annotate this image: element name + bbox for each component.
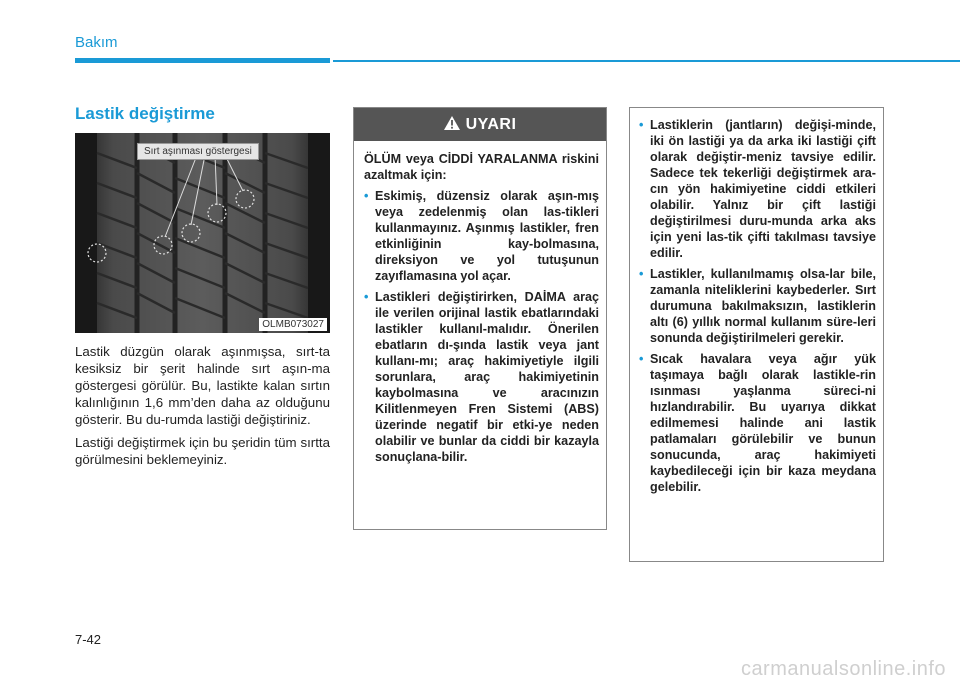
header-rule-thick xyxy=(75,58,330,63)
continued-warning-box xyxy=(629,107,884,562)
figure-callout-label: Sırt aşınması göstergesi xyxy=(137,143,259,160)
warning-triangle-icon xyxy=(444,116,460,134)
warning-list xyxy=(364,188,599,465)
section-title: Bakım xyxy=(75,34,118,51)
page-number: 7-42 xyxy=(75,632,102,647)
continued-list xyxy=(639,117,876,495)
bullet-dot-icon: • xyxy=(639,352,644,366)
article-paragraph: Lastik düzgün olarak aşınmışsa, sırt-ta kesiksiz bir şerit halinde sırt aşın-ma göstergesi görülür. Bu, lastikte kalan sırtın kalınlığının 1,6 mm’den daha az olduğunu gösterir. Bu du-rumda lastiği değiştiriniz. xyxy=(75,344,330,427)
list-item xyxy=(639,266,876,346)
bullet-dot-icon: • xyxy=(639,118,644,132)
warning-lead: ÖLÜM veya CİDDİ YARALANMA riskini azaltmak için: xyxy=(364,152,599,182)
header-rule-thin xyxy=(333,60,960,62)
tire-tread-figure xyxy=(75,133,330,333)
list-item xyxy=(639,117,876,261)
list-item-text: Sıcak havalara veya ağır yük taşımaya bağlı olarak lastikle-rin ısınması yaşlanma süreci-ni hızlandırabilir. Bu uyarıya dikkat edilmemesi halinde ani lastik patlamaları görülebilir ve bunun sonucunda, araç hakimiyeti kaybedileceği için bir kaza meydana gelebilir. xyxy=(650,352,876,494)
warning-box xyxy=(353,107,607,530)
warning-header xyxy=(354,108,606,141)
tire-tread-illustration xyxy=(75,133,330,333)
list-item xyxy=(364,289,599,465)
article-body xyxy=(75,343,330,474)
list-item-text: Lastikler, kullanılmamış olsa-lar bile, zamanla niteliklerini kaybederler. Sırt durumuna bakılmaksızın, lastiklerin altı (6) yıllık normal kullanım süre-leri sonunda değiştirilmeleri gerekir. xyxy=(650,267,876,345)
list-item-text: Lastikleri değiştirirken, DAİMA araç ile verilen orijinal lastik ebatlarındaki lastikler kullanıl-malıdır. Önerilen ebatların dı-şında lastik veya jant kullanı-mı; araç hakimiyetiyle ilgili sorunlara, araç hakimiyetinin kaybolmasına ve aracınızın Kilitlenmeyen Fren Sistemi (ABS) üzerinde negatif bir etki-ye neden olabilir ve bunlar da ciddi bir kazayla sonuçlana-bilir. xyxy=(375,290,599,464)
figure-code: OLMB073027 xyxy=(259,318,327,331)
article-heading: Lastik değiştirme xyxy=(75,104,215,123)
bullet-dot-icon: • xyxy=(364,290,369,304)
list-item xyxy=(364,188,599,284)
article-paragraph: Lastiği değiştirmek için bu şeridin tüm sırtta görülmesini beklemeyiniz. xyxy=(75,435,330,467)
list-item-text: Eskimiş, düzensiz olarak aşın-mış veya zedelenmiş olan las-tikleri kullanmayınız. Aşınmış lastikler, fren etkinliğinin kay-bolmasına, direksiyon ve yol tutuşunun zayıflamasına yol açar. xyxy=(375,189,599,283)
warning-title: UYARI xyxy=(465,115,517,133)
list-item-text: Lastiklerin (jantların) değişi-minde, iki ön lastiği ya da arka iki lastiği çift olarak değiştir-meniz tavsiye edilir. Sadece tek tekerliği değiştirmek ara-cın yön hakimiyetine ciddi etkileri olabilir. Yalnız bir çift lastiği değiştirilmesi duru-munda arka aks için yeni las-tik çifti takılması tavsiye edilir. xyxy=(650,118,876,260)
warning-body xyxy=(354,141,606,465)
bullet-dot-icon: • xyxy=(364,189,369,203)
watermark: carmanualsonline.info xyxy=(740,658,946,680)
bullet-dot-icon: • xyxy=(639,267,644,281)
list-item xyxy=(639,351,876,495)
